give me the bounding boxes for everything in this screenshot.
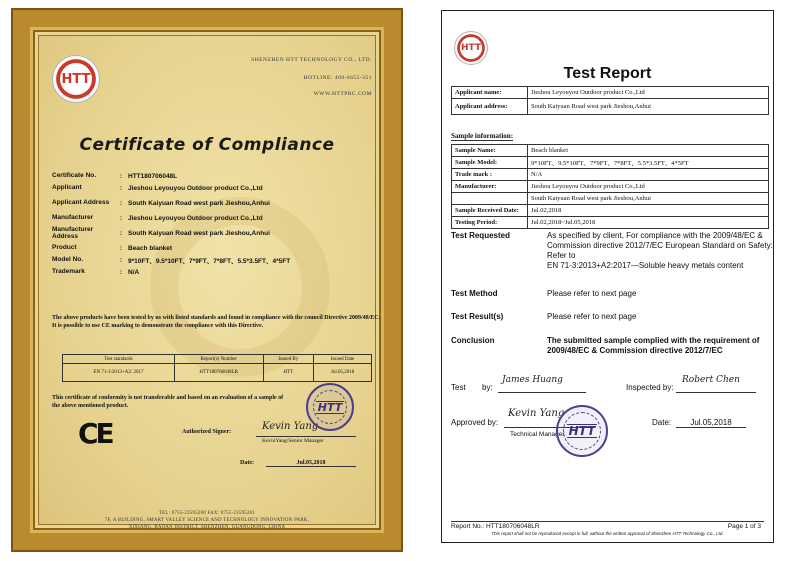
table-cell-label: Testing Period: <box>452 217 528 229</box>
test-method-label: Test Method <box>451 289 498 298</box>
htt-logo-icon: HTT <box>52 55 100 103</box>
table-cell: Jul.02,2018 <box>528 205 769 217</box>
table-cell-label: Trade mark : <box>452 169 528 181</box>
certificate-footer <box>30 510 384 531</box>
field-value: 9*10FT、9.5*10FT、7*9FT、7*8FT、5.5*3.5FT、4*5FT <box>128 257 291 265</box>
table-cell-label: Applicant name: <box>452 87 528 99</box>
table-row <box>452 181 769 193</box>
table-row <box>452 193 769 205</box>
report-stamp-icon: HTT <box>556 405 608 457</box>
inspected-by-label: Inspected by: <box>626 383 674 392</box>
field-value: Jieshou Leyouyou Outdoor product Co.,Ltd <box>128 214 263 222</box>
table-row <box>452 99 769 115</box>
page-indicator: Page 1 of 3 <box>727 523 761 530</box>
table-header-cell: Issued Date <box>314 355 372 364</box>
table-row <box>452 205 769 217</box>
field-value: Beach blanket <box>128 244 173 252</box>
table-row <box>452 145 769 157</box>
certificate-hotline: HOTLINE: 400-6655-351 <box>303 75 372 81</box>
report-number: Report No.: HTT180706048LR <box>451 523 540 530</box>
field-value: South Kaiyuan Road west park Jieshou,Anhui <box>128 229 270 237</box>
conclusion-line: The submitted sample complied with the requirement of <box>547 336 760 345</box>
field-value: Jieshou Leyouyou Outdoor product Co.,Ltd <box>128 184 263 192</box>
table-header-row <box>63 355 372 364</box>
conclusion-line: 2009/48/EC & Commission directive 2012/7/EC <box>547 346 723 355</box>
test-requested-line: Commission directive 2012/7/EC European Standard on Safety: <box>547 241 773 250</box>
certificate-field-row: Manufacturer Address : South Kaiyuan Road west park Jieshou,Anhui <box>52 224 372 242</box>
certificate-field-row: Applicant Address : South Kaiyuan Road west park Jieshou,Anhui <box>52 194 372 212</box>
field-label: Manufacturer <box>52 214 94 222</box>
test-label: Test <box>451 383 466 392</box>
field-label: Product <box>52 244 77 252</box>
footer-tel: TEL: 0755-23595200 FAX: 0755-23595201 <box>158 511 256 516</box>
table-cell: Jul.02,2018~Jul.05,2018 <box>528 217 769 229</box>
certificate-date-value: Jul.05,2018 <box>266 460 356 467</box>
field-label: Applicant <box>52 184 82 192</box>
table-row <box>452 169 769 181</box>
certificate-note: This certificate of conformity is not transferable and based on an evaluation of a sample of the above mentioned product. <box>52 395 284 409</box>
field-label: Certificate No. <box>52 172 97 180</box>
certificate-field-list <box>52 170 372 278</box>
test-requested-line: As specified by client, For compliance with the 2009/48/EC & <box>547 231 763 240</box>
table-cell: South Kaiyuan Road west park Jieshou,Anhui <box>528 99 769 115</box>
table-cell: EN 71-3:2013+A2: 2017 <box>63 364 175 382</box>
signature-line <box>256 436 356 437</box>
certificate-field-row: Manufacturer : Jieshou Leyouyou Outdoor product Co.,Ltd <box>52 212 372 224</box>
report-date-value: Jul.05,2018 <box>676 418 746 428</box>
test-method-value: Please refer to next page <box>547 289 637 298</box>
certificate-field-row: Product : Beach blanket <box>52 242 372 254</box>
by-label: by: <box>482 383 493 392</box>
test-result-value: Please refer to next page <box>547 312 637 321</box>
sample-table <box>451 144 769 229</box>
field-label: Manufacturer Address <box>52 225 94 240</box>
table-cell: 9*10FT、9.5*10FT、7*9FT、7*8FT、5.5*3.5FT、4*5FT <box>528 157 769 169</box>
certificate-signature: Kevin Yang <box>262 421 319 432</box>
table-cell-label: Sample Model: <box>452 157 528 169</box>
signature-line <box>676 392 756 393</box>
field-label: Trademark <box>52 268 85 276</box>
authorized-signer-label: Authorized Signer: <box>182 429 232 435</box>
footer-address-line: XIXIANG, BAOAN DISTRICT, SHENZHEN, GUANGDONG, CHINA <box>128 525 286 530</box>
table-row <box>452 157 769 169</box>
test-report-document <box>441 10 774 543</box>
test-requested-line: Refer to <box>547 251 576 260</box>
inspector-signature: Robert Chen <box>682 375 740 385</box>
table-cell: Beach blanket <box>528 145 769 157</box>
table-header-cell: Report(s) Number <box>174 355 263 364</box>
certificate-field-row: Trademark : N/A <box>52 266 372 278</box>
certificate-statement: The above products have been tested by us with listed standards and found in compliance with the council Directive 2009/48/EC. It is possible to use CE marking to demonstrate the compliance with this Directive. <box>52 315 381 329</box>
approver-title: Technical Manager <box>510 431 565 438</box>
htt-logo-icon: HTT <box>454 31 488 65</box>
certificate-company-header: SHENZHEN HTT TECHNOLOGY CO., LTD. <box>251 57 372 63</box>
table-row <box>63 364 372 382</box>
field-label: Model No. <box>52 256 84 264</box>
certificate-stamp-icon: HTT <box>306 383 354 431</box>
certificate-document <box>13 10 401 550</box>
conclusion-label: Conclusion <box>451 336 495 345</box>
certificate-field-row: Applicant : Jieshou Leyouyou Outdoor product Co.,Ltd <box>52 182 372 194</box>
certificate-standards-table <box>62 354 372 382</box>
footer-divider <box>451 521 764 522</box>
table-row <box>452 217 769 229</box>
report-title: Test Report <box>563 65 652 82</box>
table-cell: N/A <box>528 169 769 181</box>
table-cell: Jul.05,2018 <box>314 364 372 382</box>
report-footer-note: This report shall not be reproduced except in full, without the written approval of Shenzhen HTT Technology Co., Ltd. <box>491 531 724 536</box>
footer-address-line: 7F, A BUILDING, SMART VALLEY SCIENCE AND TECHNOLOGY INNOVATION PARK, <box>104 518 310 523</box>
field-value: HTT180706048L <box>128 172 178 180</box>
table-row <box>452 87 769 99</box>
signature-line <box>498 392 586 393</box>
test-requested-label: Test Requested <box>451 231 510 240</box>
ce-mark-icon: CE <box>78 417 112 450</box>
approver-signature: Kevin Yang <box>508 408 565 419</box>
certificate-field-row: Certificate No. : HTT180706048L <box>52 170 372 182</box>
table-cell-label: Sample Name: <box>452 145 528 157</box>
table-cell: Jieshou Leyouyou Outdoor product Co.,Ltd <box>528 87 769 99</box>
field-value: N/A <box>128 268 140 276</box>
table-header-cell: Issued By <box>263 355 314 364</box>
field-value: South Kaiyuan Road west park Jieshou,Anhui <box>128 199 270 207</box>
table-cell-label <box>452 193 528 205</box>
certificate-website: WWW.HTTPRC.COM <box>313 91 372 97</box>
test-requested-line: EN 71-3:2013+A2:2017—Soluble heavy metals content <box>547 261 744 270</box>
table-cell: Jieshou Leyouyou Outdoor product Co.,Ltd <box>528 181 769 193</box>
table-cell: South Kaiyuan Road west park Jieshou,Anhui <box>528 193 769 205</box>
table-cell: HTT <box>263 364 314 382</box>
table-cell-label: Applicant address: <box>452 99 528 115</box>
certificate-title: Certificate of Compliance <box>79 135 335 155</box>
test-requested-value <box>547 231 777 271</box>
test-result-label: Test Result(s) <box>451 312 504 321</box>
certificate-field-row: Model No. : 9*10FT、9.5*10FT、7*9FT、7*8FT、5.5*3.5FT、4*5FT <box>52 254 372 266</box>
table-header-cell: Test standards <box>63 355 175 364</box>
approved-by-label: Approved by: <box>451 418 499 427</box>
certificate-date-label: Date: <box>240 460 254 466</box>
applicant-table <box>451 86 769 115</box>
field-label: Applicant Address <box>52 199 110 207</box>
report-date-label: Date: <box>652 418 672 427</box>
conclusion-value <box>547 336 777 356</box>
sample-information-header: Sample information: <box>451 132 514 140</box>
table-cell-label: Sample Received Date: <box>452 205 528 217</box>
table-cell: HTT180706048LR <box>174 364 263 382</box>
tester-signature: James Huang <box>502 375 563 385</box>
signer-name: KevinYang/Senior Manager <box>262 438 324 444</box>
table-cell-label: Manufacturer: <box>452 181 528 193</box>
